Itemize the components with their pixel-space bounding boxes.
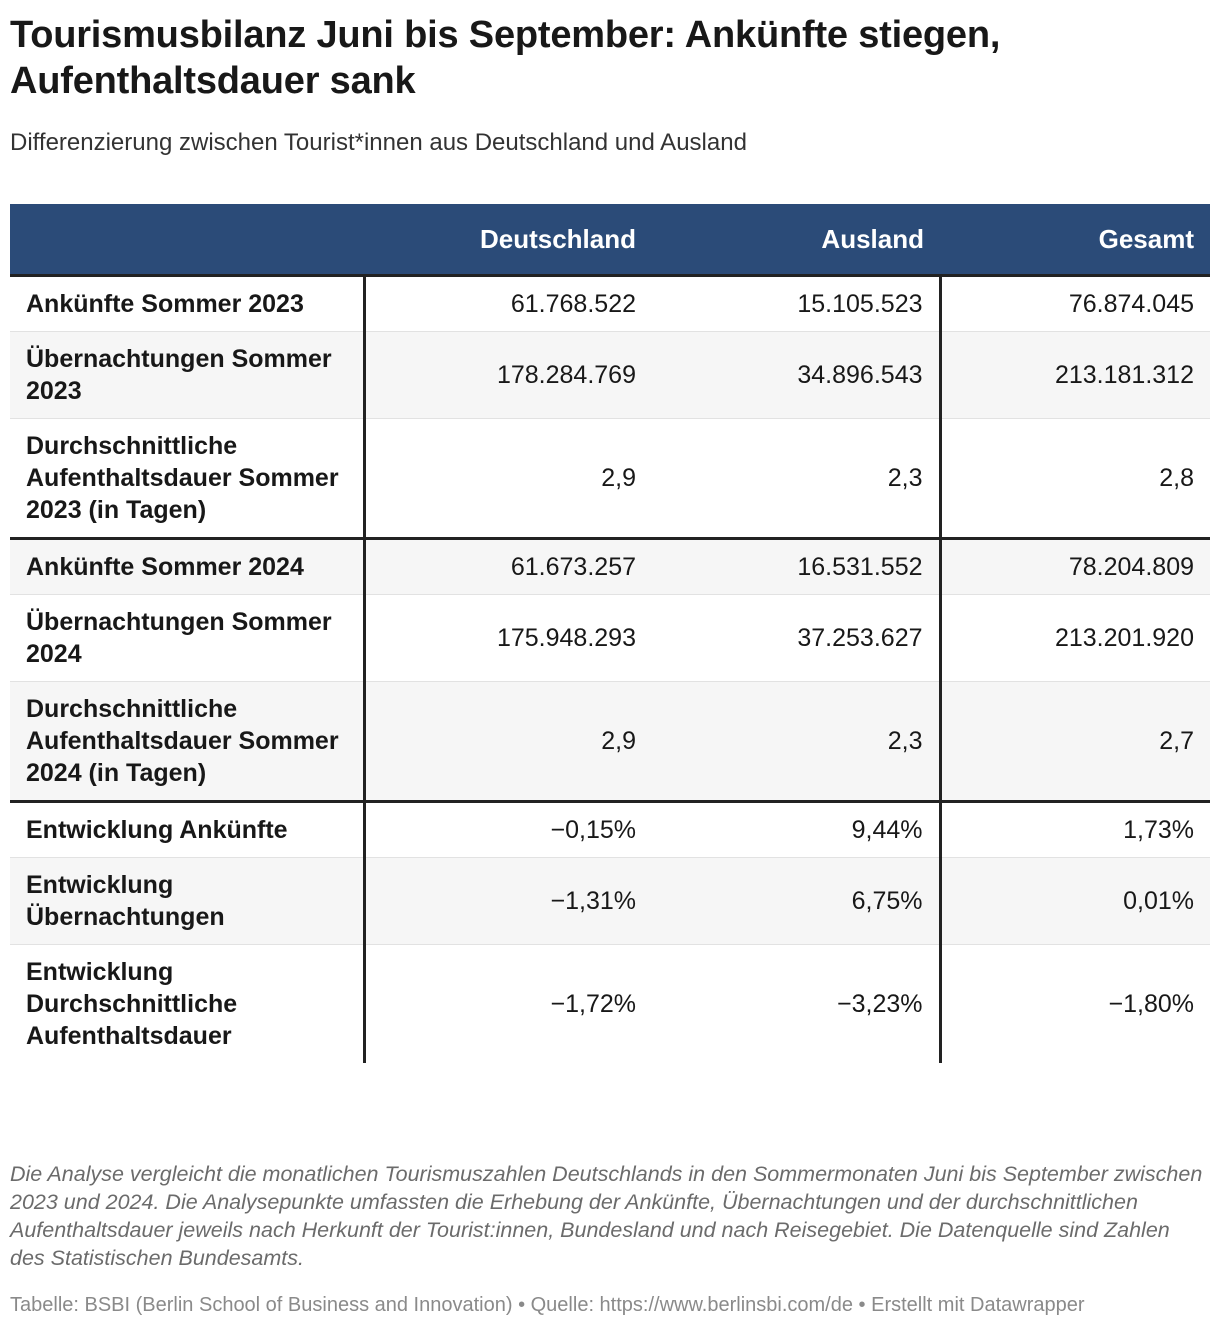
chart-subtitle: Differenzierung zwischen Tourist*innen aus Deutschland und Ausland <box>10 129 747 156</box>
table-row <box>10 595 1210 682</box>
data-table <box>10 204 1210 1063</box>
header-cell-gesamt: Gesamt <box>940 204 1210 276</box>
cell-gesamt: 1,73% <box>940 802 1210 858</box>
row-label: Durchschnittliche Aufenthaltsdauer Sommer 2024 (in Tagen) <box>10 682 364 802</box>
row-label: Durchschnittliche Aufenthaltsdauer Sommer 2023 (in Tagen) <box>10 419 364 539</box>
cell-gesamt: 76.874.045 <box>940 276 1210 332</box>
cell-ausland: −3,23% <box>652 945 940 1064</box>
cell-gesamt: 213.181.312 <box>940 332 1210 419</box>
chart-notes: Die Analyse vergleicht die monatlichen Tourismuszahlen Deutschlands in den Sommermonaten Juni bis September zwischen 2023 und 2024. Die Analysepunkte umfassten die Erhebung der Ankünfte, Übernachtungen und der durchschnittlichen Aufenthaltsdauer jeweils nach Herkunft der Tourist:innen, Bundesland und nach Reisegebiet. Die Datenquelle sind Zahlen des Statistischen Bundesamts. <box>10 1162 1203 1270</box>
header-cell-deutschland: Deutschland <box>364 204 652 276</box>
row-label: Entwicklung Übernachtungen <box>10 858 364 945</box>
table-row <box>10 802 1210 858</box>
row-label: Ankünfte Sommer 2024 <box>10 539 364 595</box>
header-cell-ausland: Ausland <box>652 204 940 276</box>
cell-deutschland: −1,31% <box>364 858 652 945</box>
row-label: Ankünfte Sommer 2023 <box>10 276 364 332</box>
cell-ausland: 15.105.523 <box>652 276 940 332</box>
cell-deutschland: 2,9 <box>364 682 652 802</box>
cell-deutschland: 2,9 <box>364 419 652 539</box>
cell-deutschland: −1,72% <box>550 990 636 1018</box>
cell-ausland: 34.896.543 <box>652 332 940 419</box>
cell-gesamt: 2,8 <box>940 419 1210 539</box>
cell-ausland: 6,75% <box>652 858 940 945</box>
cell-ausland: 2,3 <box>652 682 940 802</box>
row-label: Übernachtungen Sommer 2023 <box>10 332 364 419</box>
row-label: Entwicklung Ankünfte <box>10 802 364 858</box>
cell-gesamt: 213.201.920 <box>940 595 1210 682</box>
table-header-row <box>10 204 1210 276</box>
cell-deutschland: 178.284.769 <box>364 332 652 419</box>
cell-deutschland: 175.948.293 <box>364 595 652 682</box>
table-row <box>10 539 1210 595</box>
cell-ausland: 16.531.552 <box>652 539 940 595</box>
cell-ausland: 2,3 <box>652 419 940 539</box>
chart-footer: Tabelle: BSBI (Berlin School of Business and Innovation) • Quelle: https://www.berlinsbi.com/de • Erstellt mit Datawrapper <box>10 1294 1085 1316</box>
cell-gesamt: 0,01% <box>940 858 1210 945</box>
table-row <box>10 276 1210 332</box>
cell-ausland: 9,44% <box>652 802 940 858</box>
cell-deutschland: 61.673.257 <box>364 539 652 595</box>
row-label: Übernachtungen Sommer 2024 <box>10 595 364 682</box>
cell-gesamt: 78.204.809 <box>940 539 1210 595</box>
table-row <box>10 682 1210 802</box>
cell-gesamt: 2,7 <box>940 682 1210 802</box>
table-row <box>10 419 1210 539</box>
row-label: Entwicklung Durchschnittliche Aufenthaltsdauer <box>10 945 364 1064</box>
cell-ausland: 37.253.627 <box>652 595 940 682</box>
chart-container <box>10 12 1210 1316</box>
table-row <box>10 945 1210 1064</box>
chart-title: Tourismusbilanz Juni bis September: Ankünfte stiegen, Aufenthaltsdauer sank <box>10 14 1001 102</box>
table-row <box>10 858 1210 945</box>
table-row <box>10 332 1210 419</box>
header-cell-empty <box>10 204 364 276</box>
cell-gesamt: −1,80% <box>1108 990 1194 1018</box>
cell-deutschland: 61.768.522 <box>364 276 652 332</box>
cell-deutschland: −0,15% <box>364 802 652 858</box>
